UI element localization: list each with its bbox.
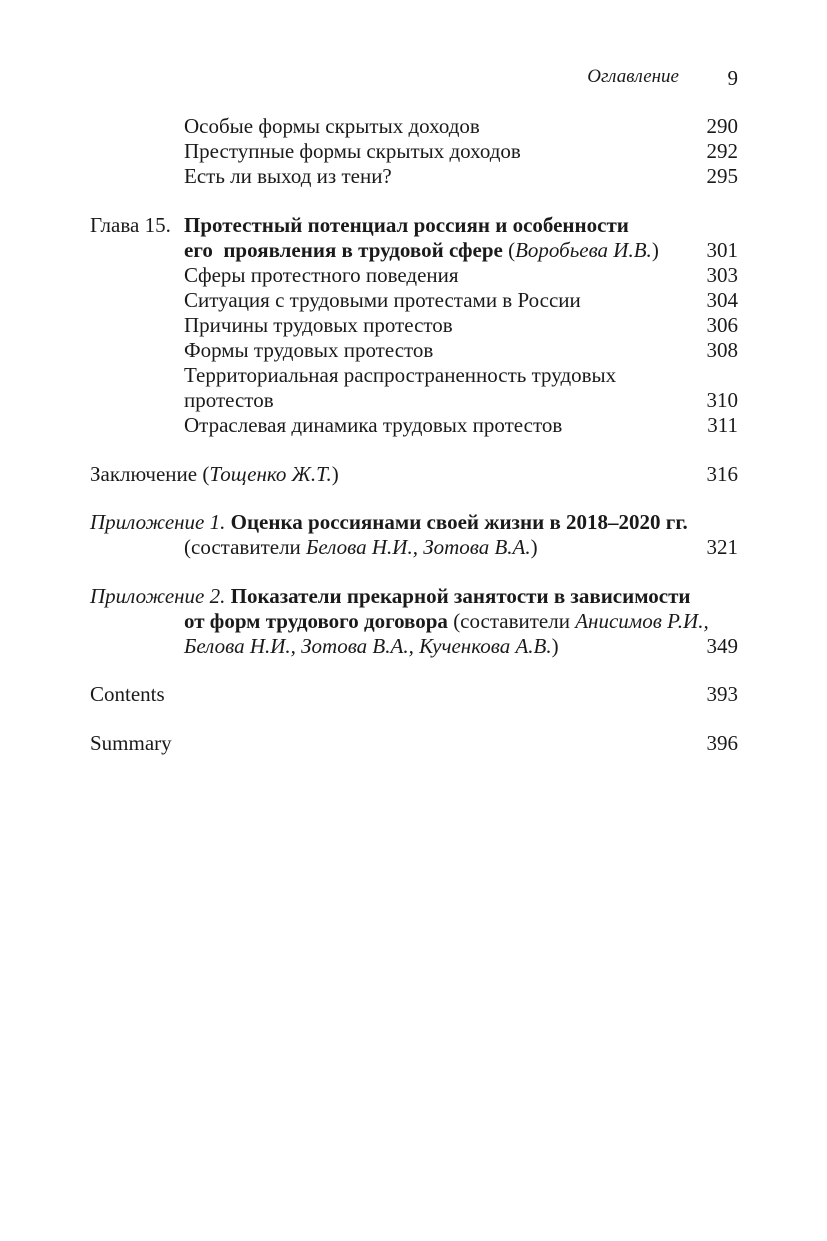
chapter-15-heading-cont xyxy=(90,238,738,263)
toc-page-number: 303 xyxy=(706,263,738,287)
chapter-title: Протестный потенциал россиян и особенности xyxy=(184,213,629,237)
header-page-number: 9 xyxy=(727,66,738,90)
chapter-title-cont: его проявления в трудовой сфере xyxy=(184,238,503,262)
close-paren: ) xyxy=(530,535,538,559)
appendix-1-entry xyxy=(90,510,738,535)
conclusion-label: Заключение ( xyxy=(90,462,210,486)
close-paren: ) xyxy=(551,634,559,658)
toc-entry xyxy=(90,164,738,189)
toc-page-number: 290 xyxy=(706,114,738,138)
compilers-names: Белова Н.И., Зотова В.А. xyxy=(306,535,531,559)
compilers-prefix: (составители xyxy=(447,609,576,633)
toc-entry-text: Ситуация с трудовыми протестами в России xyxy=(184,288,581,312)
toc-entry-text: протестов xyxy=(184,388,274,412)
running-header xyxy=(90,66,738,92)
toc-page-number: 311 xyxy=(707,413,738,437)
toc-entry xyxy=(90,413,738,438)
appendix-label: Приложение 1. xyxy=(90,510,226,534)
compilers-names: Анисимов Р.И., xyxy=(575,609,709,633)
toc-page-number: 304 xyxy=(706,288,738,312)
appendix-2-entry-cont xyxy=(90,609,738,634)
toc-page-number: 396 xyxy=(706,731,738,755)
toc-entry xyxy=(90,139,738,164)
conclusion-entry xyxy=(90,462,738,487)
toc-entry-text: Причины трудовых протестов xyxy=(184,313,453,337)
appendix-title-cont: от форм трудового договора xyxy=(184,609,448,633)
toc-page-number: 301 xyxy=(706,238,738,262)
toc-page-number: 316 xyxy=(706,462,738,486)
toc-entry-text: Территориальная распространенность трудовых xyxy=(184,363,617,387)
toc-entry-text: Сферы протестного поведения xyxy=(184,263,459,287)
chapter-15-heading xyxy=(90,213,738,238)
toc-page-number: 308 xyxy=(706,338,738,362)
chapter-author: Воробьева И.В. xyxy=(515,238,652,262)
summary-entry xyxy=(90,731,738,756)
close-paren: ) xyxy=(331,462,339,486)
toc-entry-text: Contents xyxy=(90,682,165,706)
toc-entry xyxy=(90,338,738,363)
compilers-prefix: (составители xyxy=(184,535,307,559)
toc-page-number: 310 xyxy=(706,388,738,412)
open-paren: ( xyxy=(508,238,516,262)
toc-entry-text: Формы трудовых протестов xyxy=(184,338,434,362)
appendix-1-entry-cont xyxy=(90,535,738,560)
compilers-names-cont: Белова Н.И., Зотова В.А., Кученкова А.В. xyxy=(184,634,552,658)
toc-entry xyxy=(90,288,738,313)
toc-entry-text: Отраслевая динамика трудовых протестов xyxy=(184,413,563,437)
toc-entry xyxy=(90,263,738,288)
toc-entry-cont xyxy=(90,388,738,413)
contents-entry xyxy=(90,682,738,707)
appendix-2-entry-cont xyxy=(90,634,738,659)
toc-page-number: 393 xyxy=(706,682,738,706)
toc-entry xyxy=(90,114,738,139)
toc-entry xyxy=(90,363,738,388)
toc-page-number: 321 xyxy=(706,535,738,559)
toc-page-number: 292 xyxy=(706,139,738,163)
close-paren: ) xyxy=(651,238,659,262)
chapter-label: Глава 15. xyxy=(90,213,171,237)
toc-entry-text: Преступные формы скрытых доходов xyxy=(184,139,521,163)
appendix-2-entry xyxy=(90,584,738,609)
toc-page-number: 306 xyxy=(706,313,738,337)
header-title: Оглавление xyxy=(587,66,679,87)
appendix-title: Показатели прекарной занятости в зависимости xyxy=(230,584,691,608)
toc-page-number: 295 xyxy=(706,164,738,188)
toc-entry xyxy=(90,313,738,338)
conclusion-author: Тощенко Ж.Т. xyxy=(209,462,332,486)
appendix-label: Приложение 2. xyxy=(90,584,226,608)
toc-entry-text: Особые формы скрытых доходов xyxy=(184,114,480,138)
toc-entry-text: Есть ли выход из тени? xyxy=(184,164,392,188)
appendix-title: Оценка россиянами своей жизни в 2018–2020 гг. xyxy=(230,510,688,534)
toc-page-number: 349 xyxy=(706,634,738,658)
toc-entry-text: Summary xyxy=(90,731,172,755)
